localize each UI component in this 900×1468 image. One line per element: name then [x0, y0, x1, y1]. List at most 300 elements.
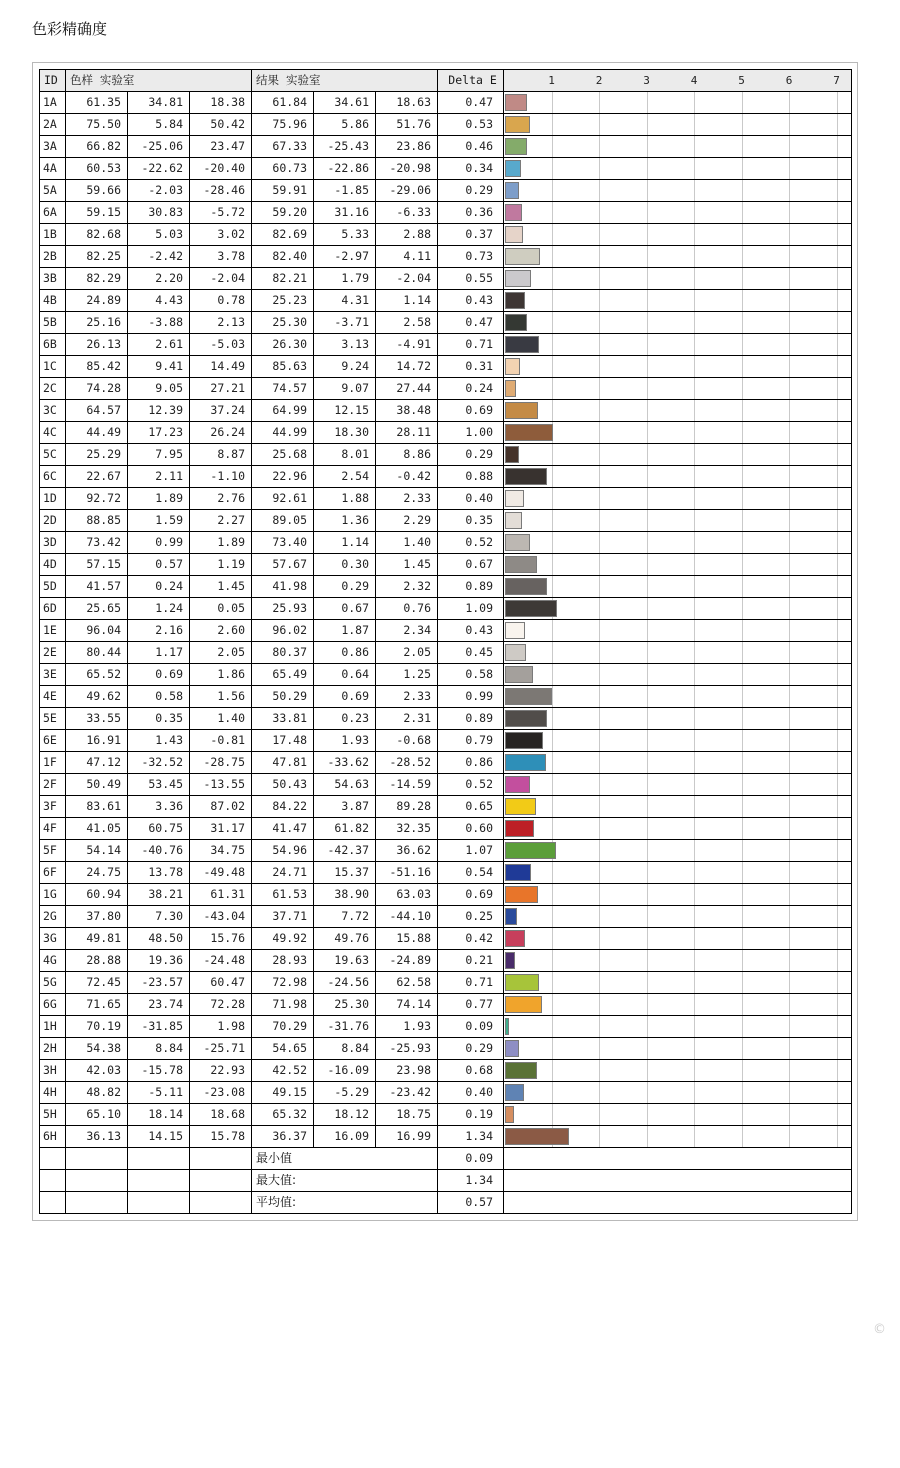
- gridlines: [504, 378, 851, 399]
- result-b: -28.52: [376, 752, 438, 774]
- row-id: 2C: [40, 378, 66, 400]
- result-l: 64.99: [252, 400, 314, 422]
- table-row: [40, 334, 852, 356]
- sample-b: 2.76: [190, 488, 252, 510]
- sample-a: 1.17: [128, 642, 190, 664]
- delta-e-bar-cell: [504, 774, 852, 796]
- sample-a: 17.23: [128, 422, 190, 444]
- color-swatch-bar: [505, 644, 526, 661]
- gridlines: [504, 906, 851, 927]
- table-row: [40, 950, 852, 972]
- sample-l: 61.35: [66, 92, 128, 114]
- summary-label: 平均值:: [252, 1192, 438, 1214]
- summary-label: 最大值:: [252, 1170, 438, 1192]
- gridlines: [504, 466, 851, 487]
- row-id: 5A: [40, 180, 66, 202]
- result-l: 59.20: [252, 202, 314, 224]
- gridlines: [504, 510, 851, 531]
- delta-e-bar-cell: [504, 136, 852, 158]
- gridlines: [504, 994, 851, 1015]
- sample-l: 88.85: [66, 510, 128, 532]
- sample-a: 3.36: [128, 796, 190, 818]
- gridlines: [504, 554, 851, 575]
- table-row: [40, 928, 852, 950]
- sample-a: 0.24: [128, 576, 190, 598]
- result-a: 1.79: [314, 268, 376, 290]
- delta-e-value: 0.89: [438, 576, 504, 598]
- sample-l: 24.75: [66, 862, 128, 884]
- result-b: -4.91: [376, 334, 438, 356]
- table-row: [40, 378, 852, 400]
- sample-b: 2.13: [190, 312, 252, 334]
- result-a: 18.30: [314, 422, 376, 444]
- color-swatch-bar: [505, 908, 517, 925]
- delta-e-bar-cell: [504, 906, 852, 928]
- summary-blank: [128, 1148, 190, 1170]
- sample-a: 12.39: [128, 400, 190, 422]
- color-swatch-bar: [505, 138, 527, 155]
- sample-a: 7.95: [128, 444, 190, 466]
- result-b: 2.05: [376, 642, 438, 664]
- sample-b: 18.38: [190, 92, 252, 114]
- color-swatch-bar: [505, 314, 527, 331]
- result-b: 23.86: [376, 136, 438, 158]
- delta-e-value: 0.69: [438, 400, 504, 422]
- color-swatch-bar: [505, 292, 525, 309]
- color-swatch-bar: [505, 160, 521, 177]
- result-l: 82.21: [252, 268, 314, 290]
- sample-l: 83.61: [66, 796, 128, 818]
- color-swatch-bar: [505, 1106, 514, 1123]
- table-row: [40, 686, 852, 708]
- gridlines: [504, 1082, 851, 1103]
- result-a: 1.88: [314, 488, 376, 510]
- delta-e-bar-cell: [504, 1104, 852, 1126]
- table-row: [40, 1126, 852, 1148]
- result-a: 5.86: [314, 114, 376, 136]
- gridlines: [504, 202, 851, 223]
- result-b: -2.04: [376, 268, 438, 290]
- delta-e-bar-cell: [504, 1038, 852, 1060]
- sample-a: -31.85: [128, 1016, 190, 1038]
- color-swatch-bar: [505, 380, 516, 397]
- summary-blank: [128, 1170, 190, 1192]
- summary-row: [40, 1148, 852, 1170]
- row-id: 1G: [40, 884, 66, 906]
- sample-l: 59.15: [66, 202, 128, 224]
- axis-tick-container: [504, 70, 851, 91]
- sample-b: -23.08: [190, 1082, 252, 1104]
- sample-b: 1.45: [190, 576, 252, 598]
- result-l: 22.96: [252, 466, 314, 488]
- sample-a: 2.20: [128, 268, 190, 290]
- sample-l: 48.82: [66, 1082, 128, 1104]
- color-swatch-bar: [505, 1084, 524, 1101]
- delta-e-bar-cell: [504, 554, 852, 576]
- sample-b: 1.86: [190, 664, 252, 686]
- sample-l: 80.44: [66, 642, 128, 664]
- sample-a: 2.61: [128, 334, 190, 356]
- summary-blank: [190, 1170, 252, 1192]
- header-result: 结果 实验室: [252, 70, 438, 92]
- axis-tick-2: 2: [595, 74, 603, 87]
- result-l: 25.23: [252, 290, 314, 312]
- result-l: 24.71: [252, 862, 314, 884]
- summary-blank: [40, 1170, 66, 1192]
- axis-tick-3: 3: [643, 74, 650, 87]
- sample-a: -40.76: [128, 840, 190, 862]
- sample-l: 25.29: [66, 444, 128, 466]
- delta-e-value: 0.60: [438, 818, 504, 840]
- delta-e-bar-cell: [504, 642, 852, 664]
- gridlines: [504, 224, 851, 245]
- row-id: 3D: [40, 532, 66, 554]
- result-b: 89.28: [376, 796, 438, 818]
- row-id: 5D: [40, 576, 66, 598]
- table-row: [40, 730, 852, 752]
- row-id: 3H: [40, 1060, 66, 1082]
- result-a: -24.56: [314, 972, 376, 994]
- sample-b: -25.71: [190, 1038, 252, 1060]
- sample-b: 15.78: [190, 1126, 252, 1148]
- table-row: [40, 444, 852, 466]
- color-swatch-bar: [505, 864, 531, 881]
- result-b: 0.76: [376, 598, 438, 620]
- summary-bar-space: [504, 1170, 852, 1192]
- result-b: 18.63: [376, 92, 438, 114]
- delta-e-bar-cell: [504, 928, 852, 950]
- delta-e-bar-cell: [504, 664, 852, 686]
- row-id: 6B: [40, 334, 66, 356]
- delta-e-value: 0.55: [438, 268, 504, 290]
- delta-e-bar-cell: [504, 510, 852, 532]
- sample-l: 54.38: [66, 1038, 128, 1060]
- result-a: 0.23: [314, 708, 376, 730]
- axis-tick-7: 7: [833, 74, 840, 87]
- sample-l: 28.88: [66, 950, 128, 972]
- result-a: 0.69: [314, 686, 376, 708]
- delta-e-value: 0.37: [438, 224, 504, 246]
- sample-a: 1.43: [128, 730, 190, 752]
- sample-a: -15.78: [128, 1060, 190, 1082]
- table-row: [40, 356, 852, 378]
- sample-l: 64.57: [66, 400, 128, 422]
- gridlines: [504, 268, 851, 289]
- sample-l: 49.81: [66, 928, 128, 950]
- color-swatch-bar: [505, 94, 527, 111]
- sample-a: -3.88: [128, 312, 190, 334]
- summary-blank: [128, 1192, 190, 1214]
- result-l: 84.22: [252, 796, 314, 818]
- delta-e-value: 0.71: [438, 334, 504, 356]
- table-row: [40, 510, 852, 532]
- result-b: -44.10: [376, 906, 438, 928]
- color-swatch-bar: [505, 578, 547, 595]
- sample-l: 73.42: [66, 532, 128, 554]
- table-row: [40, 92, 852, 114]
- delta-e-value: 0.53: [438, 114, 504, 136]
- sample-l: 26.13: [66, 334, 128, 356]
- sample-l: 54.14: [66, 840, 128, 862]
- sample-l: 36.13: [66, 1126, 128, 1148]
- sample-l: 82.29: [66, 268, 128, 290]
- sample-l: 60.53: [66, 158, 128, 180]
- sample-l: 65.10: [66, 1104, 128, 1126]
- result-l: 65.49: [252, 664, 314, 686]
- delta-e-value: 0.29: [438, 180, 504, 202]
- sample-l: 57.15: [66, 554, 128, 576]
- result-b: 14.72: [376, 356, 438, 378]
- sample-b: 87.02: [190, 796, 252, 818]
- delta-e-value: 0.52: [438, 774, 504, 796]
- result-b: 2.31: [376, 708, 438, 730]
- gridlines: [504, 576, 851, 597]
- row-id: 3G: [40, 928, 66, 950]
- result-a: -33.62: [314, 752, 376, 774]
- row-id: 5E: [40, 708, 66, 730]
- color-swatch-bar: [505, 116, 530, 133]
- result-a: 9.24: [314, 356, 376, 378]
- result-b: 2.34: [376, 620, 438, 642]
- sample-b: -2.04: [190, 268, 252, 290]
- color-accuracy-table: [39, 69, 852, 1214]
- sample-b: 34.75: [190, 840, 252, 862]
- color-swatch-bar: [505, 446, 519, 463]
- summary-label: 最小值: [252, 1148, 438, 1170]
- sample-l: 44.49: [66, 422, 128, 444]
- delta-e-bar-cell: [504, 752, 852, 774]
- color-swatch-bar: [505, 556, 537, 573]
- sample-a: 30.83: [128, 202, 190, 224]
- delta-e-bar-cell: [504, 290, 852, 312]
- sample-b: 23.47: [190, 136, 252, 158]
- delta-e-value: 1.34: [438, 1126, 504, 1148]
- sample-l: 50.49: [66, 774, 128, 796]
- result-l: 65.32: [252, 1104, 314, 1126]
- delta-e-value: 0.58: [438, 664, 504, 686]
- summary-value: 0.09: [438, 1148, 504, 1170]
- delta-e-bar-cell: [504, 576, 852, 598]
- result-l: 47.81: [252, 752, 314, 774]
- gridlines: [504, 862, 851, 883]
- result-l: 41.98: [252, 576, 314, 598]
- color-swatch-bar: [505, 666, 533, 683]
- row-id: 1C: [40, 356, 66, 378]
- color-swatch-bar: [505, 248, 540, 265]
- delta-e-value: 0.65: [438, 796, 504, 818]
- sample-b: 50.42: [190, 114, 252, 136]
- result-l: 89.05: [252, 510, 314, 532]
- table-row: [40, 1016, 852, 1038]
- summary-blank: [66, 1192, 128, 1214]
- watermark: ©: [873, 1322, 886, 1337]
- summary-row: [40, 1170, 852, 1192]
- sample-b: -49.48: [190, 862, 252, 884]
- table-row: [40, 400, 852, 422]
- summary-blank: [40, 1148, 66, 1170]
- result-a: -16.09: [314, 1060, 376, 1082]
- summary-row: [40, 1192, 852, 1214]
- result-a: 31.16: [314, 202, 376, 224]
- table-row: [40, 246, 852, 268]
- gridlines: [504, 730, 851, 751]
- sample-l: 42.03: [66, 1060, 128, 1082]
- result-l: 25.68: [252, 444, 314, 466]
- table-row: [40, 1060, 852, 1082]
- result-a: -3.71: [314, 312, 376, 334]
- result-l: 75.96: [252, 114, 314, 136]
- sample-b: -24.48: [190, 950, 252, 972]
- sample-a: 48.50: [128, 928, 190, 950]
- table-row: [40, 708, 852, 730]
- delta-e-bar-cell: [504, 334, 852, 356]
- sample-b: -0.81: [190, 730, 252, 752]
- delta-e-bar-cell: [504, 488, 852, 510]
- sample-l: 16.91: [66, 730, 128, 752]
- delta-e-bar-cell: [504, 312, 852, 334]
- sample-b: -1.10: [190, 466, 252, 488]
- sample-b: 2.05: [190, 642, 252, 664]
- gridlines: [504, 1016, 851, 1037]
- sample-l: 47.12: [66, 752, 128, 774]
- result-l: 92.61: [252, 488, 314, 510]
- result-l: 25.93: [252, 598, 314, 620]
- table-row: [40, 840, 852, 862]
- table-body: [40, 92, 852, 1214]
- table-row: [40, 1038, 852, 1060]
- summary-bar-space: [504, 1192, 852, 1214]
- color-swatch-bar: [505, 534, 530, 551]
- sample-l: 70.19: [66, 1016, 128, 1038]
- row-id: 6E: [40, 730, 66, 752]
- color-swatch-bar: [505, 974, 539, 991]
- result-a: -1.85: [314, 180, 376, 202]
- sample-l: 72.45: [66, 972, 128, 994]
- gridlines: [504, 312, 851, 333]
- gridlines: [504, 642, 851, 663]
- table-row: [40, 224, 852, 246]
- sample-a: 2.16: [128, 620, 190, 642]
- color-swatch-bar: [505, 600, 557, 617]
- delta-e-bar-cell: [504, 532, 852, 554]
- delta-e-bar-cell: [504, 466, 852, 488]
- result-l: 61.53: [252, 884, 314, 906]
- row-id: 2H: [40, 1038, 66, 1060]
- axis-tick-1: 1: [548, 74, 555, 87]
- sample-l: 25.16: [66, 312, 128, 334]
- row-id: 4H: [40, 1082, 66, 1104]
- table-row: [40, 576, 852, 598]
- row-id: 6D: [40, 598, 66, 620]
- gridlines: [504, 488, 851, 509]
- axis-tick-5: 5: [738, 74, 745, 87]
- delta-e-bar-cell: [504, 202, 852, 224]
- result-b: 1.45: [376, 554, 438, 576]
- sample-l: 85.42: [66, 356, 128, 378]
- delta-e-bar-cell: [504, 180, 852, 202]
- table-row: [40, 422, 852, 444]
- delta-e-value: 0.34: [438, 158, 504, 180]
- result-b: -20.98: [376, 158, 438, 180]
- sample-a: 60.75: [128, 818, 190, 840]
- table-row: [40, 136, 852, 158]
- sample-b: -43.04: [190, 906, 252, 928]
- delta-e-value: 0.46: [438, 136, 504, 158]
- result-l: 37.71: [252, 906, 314, 928]
- delta-e-value: 0.09: [438, 1016, 504, 1038]
- delta-e-value: 0.21: [438, 950, 504, 972]
- page-title: 色彩精确度: [32, 20, 108, 38]
- table-row: [40, 1104, 852, 1126]
- sample-a: 19.36: [128, 950, 190, 972]
- sample-b: 3.78: [190, 246, 252, 268]
- delta-e-value: 0.54: [438, 862, 504, 884]
- delta-e-value: 0.89: [438, 708, 504, 730]
- result-b: -0.68: [376, 730, 438, 752]
- gridlines: [504, 180, 851, 201]
- result-a: 8.84: [314, 1038, 376, 1060]
- row-id: 1D: [40, 488, 66, 510]
- sample-a: 8.84: [128, 1038, 190, 1060]
- result-l: 50.43: [252, 774, 314, 796]
- sample-a: 18.14: [128, 1104, 190, 1126]
- gridlines: [504, 444, 851, 465]
- delta-e-value: 0.43: [438, 620, 504, 642]
- summary-value: 0.57: [438, 1192, 504, 1214]
- result-b: 2.88: [376, 224, 438, 246]
- row-id: 4E: [40, 686, 66, 708]
- delta-e-bar-cell: [504, 114, 852, 136]
- sample-b: 1.56: [190, 686, 252, 708]
- gridlines: [504, 356, 851, 377]
- row-id: 2E: [40, 642, 66, 664]
- result-a: 9.07: [314, 378, 376, 400]
- row-id: 4C: [40, 422, 66, 444]
- row-id: 2D: [40, 510, 66, 532]
- sample-b: 1.40: [190, 708, 252, 730]
- result-b: 4.11: [376, 246, 438, 268]
- color-swatch-bar: [505, 468, 547, 485]
- table-row: [40, 180, 852, 202]
- result-l: 57.67: [252, 554, 314, 576]
- result-b: 1.93: [376, 1016, 438, 1038]
- delta-e-bar-cell: [504, 444, 852, 466]
- delta-e-value: 0.29: [438, 1038, 504, 1060]
- color-swatch-bar: [505, 204, 522, 221]
- result-b: 18.75: [376, 1104, 438, 1126]
- sample-b: 72.28: [190, 994, 252, 1016]
- gridlines: [504, 752, 851, 773]
- result-b: 2.33: [376, 488, 438, 510]
- delta-e-bar-cell: [504, 224, 852, 246]
- color-swatch-bar: [505, 1062, 537, 1079]
- color-swatch-bar: [505, 820, 534, 837]
- gridlines: [504, 1060, 851, 1081]
- result-a: 34.61: [314, 92, 376, 114]
- sample-a: 0.58: [128, 686, 190, 708]
- sample-a: 9.05: [128, 378, 190, 400]
- sample-a: 1.89: [128, 488, 190, 510]
- sample-a: 9.41: [128, 356, 190, 378]
- row-id: 2G: [40, 906, 66, 928]
- result-b: 2.29: [376, 510, 438, 532]
- result-l: 85.63: [252, 356, 314, 378]
- table-header: [40, 70, 852, 92]
- table-row: [40, 312, 852, 334]
- sample-a: 13.78: [128, 862, 190, 884]
- table-row: [40, 114, 852, 136]
- summary-blank: [66, 1170, 128, 1192]
